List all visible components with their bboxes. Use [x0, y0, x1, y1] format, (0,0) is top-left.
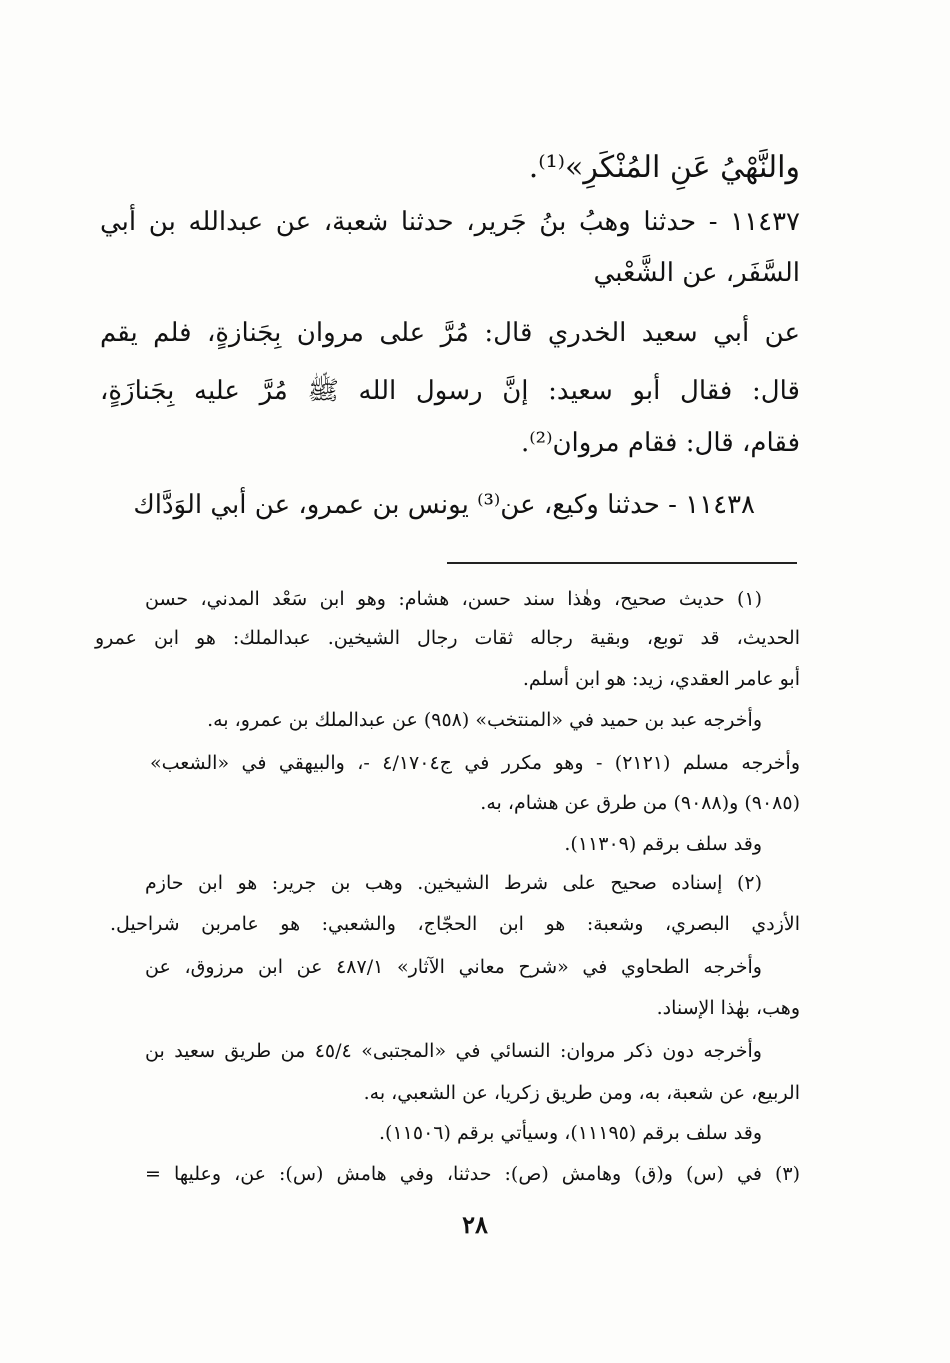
- footnote-3-line-1: (٣) في (س) و(ق) وهامش (ص): حدثنا، وفي هامش (س): عن، وعليها =: [145, 1163, 800, 1185]
- footnote-separator: [447, 562, 797, 564]
- footnote-1-line-4: وأخرجه عبد بن حميد في «المنتخب» (٩٥٨) عن عبدالملك بن عمرو، به.: [207, 709, 762, 731]
- footnote-1-line-3: أبو عامر العقدي، زيد: هو ابن أسلم.: [522, 668, 800, 690]
- footnote-1-line-2: الحديث، قد توبع، وبقية رجاله ثقات رجال الشيخين. عبدالملك: هو ابن عمرو: [95, 627, 800, 649]
- footnote-2-line-7: وقد سلف برقم (١١١٩٥)، وسيأتي برقم (١١٥٠٦).: [379, 1122, 762, 1144]
- main-text-line-2: ١١٤٣٧ - حدثنا وهبُ بنُ جَرير، حدثنا شعبة، عن عبدالله بن أبي: [100, 207, 800, 237]
- main-text-line-4: عن أبي سعيد الخدري قال: مُرَّ على مروان بِجَنازةٍ، فلم يقم: [100, 318, 800, 348]
- footnote-2-line-4: وهب، بهٰذا الإسناد.: [656, 997, 800, 1019]
- page-number: ٢٨: [462, 1210, 488, 1239]
- footnote-2-line-6: الربيع، عن شعبة، به، ومن طريق زكريا، عن الشعبي، به.: [363, 1082, 800, 1104]
- footnote-1-line-7: وقد سلف برقم (١١٣٠٩).: [564, 833, 762, 855]
- footnote-2-line-5: وأخرجه دون ذكر مروان: النسائي في «المجتبى» ٤٥/٤ من طريق سعيد بن: [145, 1040, 762, 1062]
- main-text-line-6: فقام، قال: فقام مروان⁽²⁾.: [520, 428, 800, 458]
- main-text-line-7: ١١٤٣٨ - حدثنا وكيع، عن⁽³⁾ يونس بن عمرو، عن أبي الوَدَّاك: [133, 490, 755, 520]
- main-text-line-3: السَّفَر، عن الشَّعْبي: [593, 258, 800, 288]
- footnote-2-line-3: وأخرجه الطحاوي في «شرح معاني الآثار» ٤٨٧/١ عن ابن مرزوق، عن: [145, 956, 762, 978]
- main-text-line-1: والنَّهْيُ عَنِ المُنْكَرِ»⁽¹⁾.: [528, 150, 800, 185]
- footnote-2-line-2: الأزدي البصري، وشعبة: هو ابن الحجّاج، والشعبي: هو عامربن شراحيل.: [110, 913, 800, 935]
- footnote-1-line-6: (٩٠٨٥) و(٩٠٨٨) من طرق عن هشام، به.: [480, 792, 800, 814]
- footnote-1-line-5: وأخرجه مسلم (٢١٢١) - وهو مكرر في ج٤/١٧٠٤ -، والبيهقي في «الشعب»: [150, 752, 801, 774]
- footnote-2-line-1: (٢) إسناده صحيح على شرط الشيخين. وهب بن جرير: هو ابن حازم: [145, 872, 762, 894]
- footnote-1-line-1: (١) حديث صحيح، وهٰذا سند حسن، هشام: وهو ابن سَعْد المدني، حسن: [145, 588, 762, 610]
- main-text-line-5: قال: فقال أبو سعيد: إنَّ رسول الله ﷺ مُرَّ عليه بِجَنازَةٍ،: [100, 376, 800, 406]
